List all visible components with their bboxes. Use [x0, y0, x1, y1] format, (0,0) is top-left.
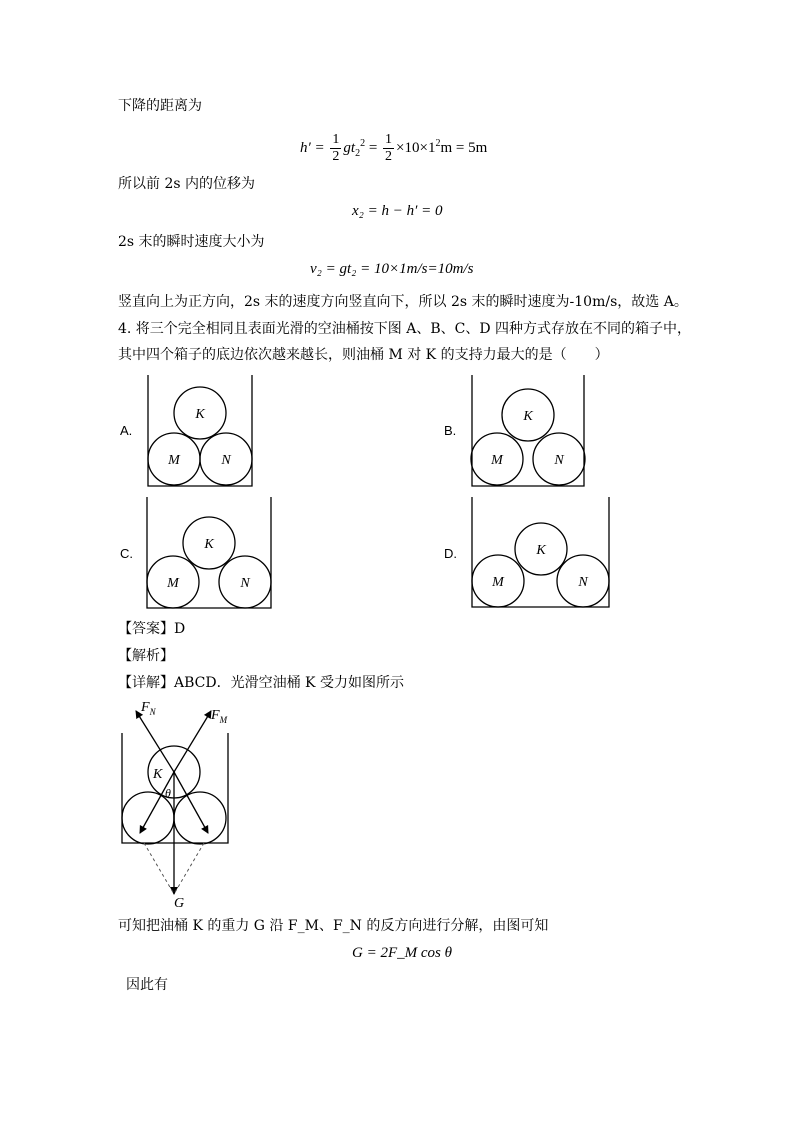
label-m-d: M [492, 575, 504, 590]
label-k-c: K [204, 537, 214, 552]
force-fm-arrow [174, 711, 211, 772]
option-a-label: A. [120, 423, 133, 438]
label-k-a: K [195, 407, 205, 422]
force-fn-arrow [136, 711, 174, 772]
label-g: G [174, 896, 185, 911]
label-n-b: N [554, 453, 564, 468]
label-theta: θ [165, 786, 171, 800]
label-k-d: K [536, 543, 546, 558]
equation-g: G = 2F_M cos θ [352, 945, 452, 961]
label-m-a: M [168, 453, 180, 468]
label-n-c: N [240, 576, 250, 591]
text-descent-distance: 下降的距离为 [118, 98, 202, 114]
option-d-label: D. [444, 546, 457, 561]
option-c-label: C. [120, 546, 133, 561]
dashed-line-right [174, 843, 204, 894]
eq1-frac-a: $\frac{1}{2}$ [332, 132, 340, 164]
label-k-b: K [523, 409, 533, 424]
label-m-b: M [491, 453, 503, 468]
label-fn: $F_N$ [141, 700, 156, 717]
analysis-label: 【解析】 [118, 648, 174, 664]
question-4-line1: 4. 将三个完全相同且表面光滑的空油桶按下图 A、B、C、D 四种方式存放在不同的箱子中， [118, 321, 692, 337]
label-m-c: M [167, 576, 179, 591]
question-4-line2: 其中四个箱子的底边依次越来越长，则油桶 M 对 K 的支持力最大的是（ ） [118, 347, 609, 363]
option-b-label: B. [444, 423, 457, 438]
equation-velocity: v₂ = gt₂ = 10×1m/s=10m/s [310, 261, 474, 277]
equation-displacement: x₂ = h − h′ = 0 [352, 203, 443, 219]
text-displacement: 所以前 2s 内的位移为 [118, 176, 255, 192]
eq1-lhs: h′ = [300, 139, 325, 156]
dashed-line-left [144, 843, 174, 894]
equation-h-prime: h′ = $\frac{1}{2}$ $gt_2^2$ = $\frac{1}{2}$ $\times 10\times 1^2m = 5m$ [300, 132, 488, 164]
decompose-text: 可知把油桶 K 的重力 G 沿 F_M、F_N 的反方向进行分解，由图可知 [118, 918, 549, 934]
text-velocity: 2s 末的瞬时速度大小为 [118, 234, 265, 250]
text-conclusion: 竖直向上为正方向，2s 末的速度方向竖直向下，所以 2s 末的瞬时速度为-10m/s，故选 A。 [118, 294, 688, 310]
eq1-frac-b: $\frac{1}{2}$ [385, 132, 393, 164]
label-fm: $F_M$ [211, 708, 228, 725]
label-k-force: K [153, 767, 163, 782]
label-n-d: N [578, 575, 588, 590]
label-n-a: N [221, 453, 231, 468]
detail-text: 【详解】ABCD．光滑空油桶 K 受力如图所示 [118, 675, 404, 691]
answer-label: 【答案】D [118, 621, 186, 637]
therefore-text: 因此有 [126, 977, 168, 993]
